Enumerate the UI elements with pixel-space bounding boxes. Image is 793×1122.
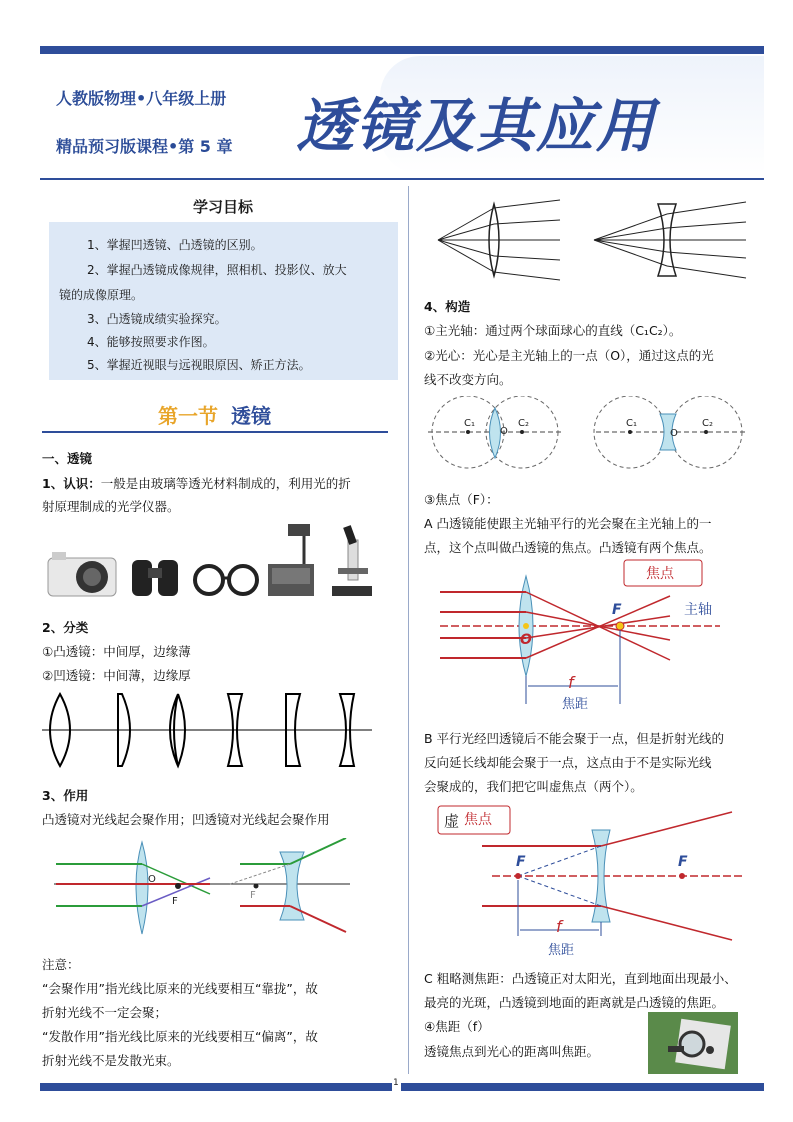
note-line3: “发散作用”指光线比原来的光线要相互“偏离”，故 bbox=[42, 1029, 318, 1044]
note-title: 注意： bbox=[42, 957, 80, 972]
virtual-label: 虚 bbox=[444, 812, 460, 830]
note-line2: 折射光线不一定会聚； bbox=[42, 1005, 168, 1020]
virtual-f-length-label: f bbox=[556, 917, 562, 936]
optical-center-line1: ②光心：光心是主光轴上的一点（O），通过这点的光 bbox=[424, 348, 714, 363]
principal-axis-text: ①主光轴：通过两个球面球心的直线（C₁C₂）。 bbox=[424, 323, 682, 338]
effect-f2-label: F bbox=[250, 890, 256, 901]
focus-b-line3: 会聚成的，我们把它叫虚焦点（两个）。 bbox=[424, 779, 643, 794]
optical-center-line2: 线不改变方向。 bbox=[424, 372, 512, 387]
focus-b-line1: B 平行光经凹透镜后不能会聚于一点，但是折射光线的 bbox=[424, 731, 725, 746]
diagram-o-label: O bbox=[500, 426, 508, 437]
virtual-focus-label: 焦点 bbox=[464, 812, 492, 828]
heading-lens: 一、透镜 bbox=[42, 451, 93, 466]
binoculars-icon bbox=[132, 560, 178, 596]
heading-classification: 2、分类 bbox=[42, 620, 89, 635]
header-grade: 人教版物理•八年级上册 bbox=[56, 89, 227, 108]
note-line1: “会聚作用”指光线比原来的光线要相互“靠拢”，故 bbox=[42, 981, 318, 996]
focus-a-line2: 点，这个点叫做凸透镜的焦点。凸透镜有两个焦点。 bbox=[424, 540, 712, 555]
focal-length-f-label: f bbox=[568, 673, 574, 692]
top-bar bbox=[40, 46, 764, 54]
camera-icon bbox=[48, 552, 116, 596]
definition-label: 1、认识： bbox=[42, 476, 101, 491]
virtual-f-left-label: F bbox=[516, 854, 526, 870]
measure-line2: 最亮的光斑，凸透镜到地面的距离就是凸透镜的焦距。 bbox=[424, 995, 725, 1010]
definition-line1 bbox=[42, 474, 351, 492]
goal-item: 5、掌握近视眼与远视眼原因、矫正方法。 bbox=[87, 358, 311, 372]
header-course: 精品预习版课程•第 5 章 bbox=[56, 137, 233, 156]
footer-bar-left bbox=[40, 1083, 392, 1091]
convex-focus-diagram bbox=[440, 558, 740, 718]
concave-description: ②凹透镜：中间薄，边缘厚 bbox=[42, 668, 191, 683]
definition-line2: 射原理制成的光学仪器。 bbox=[42, 499, 180, 514]
lens-o-label: O bbox=[520, 632, 532, 648]
convex-description: ①凸透镜：中间厚，边缘薄 bbox=[42, 644, 191, 659]
main-axis-label: 主轴 bbox=[684, 602, 712, 618]
goal-item: 1、掌握凹透镜、凸透镜的区别。 bbox=[87, 238, 263, 252]
focal-length-label: 焦距 bbox=[562, 697, 589, 712]
focal-length-definition: 透镜焦点到光心的距离叫焦距。 bbox=[424, 1044, 600, 1059]
sphere-center-diagram bbox=[424, 396, 754, 482]
instrument-images bbox=[42, 520, 382, 602]
section-prefix: 第一节 bbox=[158, 404, 218, 428]
goal-item: 3、凸透镜成绩实验探究。 bbox=[87, 312, 227, 326]
effect-o-label: O bbox=[148, 874, 156, 885]
projector-icon bbox=[268, 524, 314, 596]
lens-shapes bbox=[42, 688, 372, 772]
page-number: 1 bbox=[393, 1078, 399, 1088]
focus-callout-label: 焦点 bbox=[646, 566, 674, 582]
diagram-c2b-label: C₂ bbox=[702, 418, 713, 429]
focus-f-label: F bbox=[612, 602, 622, 618]
definition-text: 一般是由玻璃等透光材料制成的，利用光的折 bbox=[100, 476, 351, 491]
diagram-c2-label: C₂ bbox=[518, 418, 529, 429]
measure-line1: C 粗略测焦距：凸透镜正对太阳光，直到地面出现最小、 bbox=[424, 971, 737, 986]
note-line4: 折射光线不是发散光束。 bbox=[42, 1053, 180, 1068]
goals-box bbox=[49, 222, 398, 380]
diagram-c1-label: C₁ bbox=[464, 418, 475, 429]
concave-focus-diagram bbox=[432, 800, 752, 960]
section-underline bbox=[42, 431, 388, 433]
effect-f-label: F bbox=[172, 896, 178, 907]
focal-length-heading: ④焦距（f） bbox=[424, 1019, 490, 1034]
virtual-focal-length-label: 焦距 bbox=[548, 943, 575, 958]
effect-text: 凸透镜对光线起会聚作用；凹透镜对光线起会聚作用 bbox=[42, 812, 330, 827]
goal-item: 2、掌握凸透镜成像规律，照相机、投影仪、放大 bbox=[87, 263, 347, 277]
virtual-f-right-label: F bbox=[678, 854, 688, 870]
section-title bbox=[158, 400, 271, 429]
focus-b-line2: 反向延长线却能会聚于一点，这点由于不是实际光线 bbox=[424, 755, 712, 770]
goal-item: 4、能够按照要求作图。 bbox=[87, 335, 215, 349]
page-title: 透镜及其应用 bbox=[296, 92, 657, 160]
goal-item: 镜的成像原理。 bbox=[59, 288, 144, 302]
focus-heading: ③焦点（F）： bbox=[424, 492, 499, 507]
ray-diagrams-top bbox=[430, 194, 750, 284]
diagram-ob-label: O bbox=[670, 428, 678, 439]
goals-heading: 学习目标 bbox=[193, 198, 254, 216]
header-divider bbox=[40, 178, 764, 180]
focal-length-photo bbox=[648, 1012, 738, 1074]
column-divider bbox=[408, 186, 409, 1074]
diagram-c1b-label: C₁ bbox=[626, 418, 637, 429]
heading-structure: 4、构造 bbox=[424, 299, 471, 314]
microscope-icon bbox=[332, 525, 372, 596]
heading-effect: 3、作用 bbox=[42, 788, 89, 803]
lens-effect-diagram bbox=[50, 838, 360, 938]
footer-bar-right bbox=[401, 1083, 764, 1091]
glasses-icon bbox=[195, 566, 257, 594]
section-name: 透镜 bbox=[230, 404, 271, 428]
focus-a-line1: A 凸透镜能使跟主光轴平行的光会聚在主光轴上的一 bbox=[424, 516, 712, 531]
